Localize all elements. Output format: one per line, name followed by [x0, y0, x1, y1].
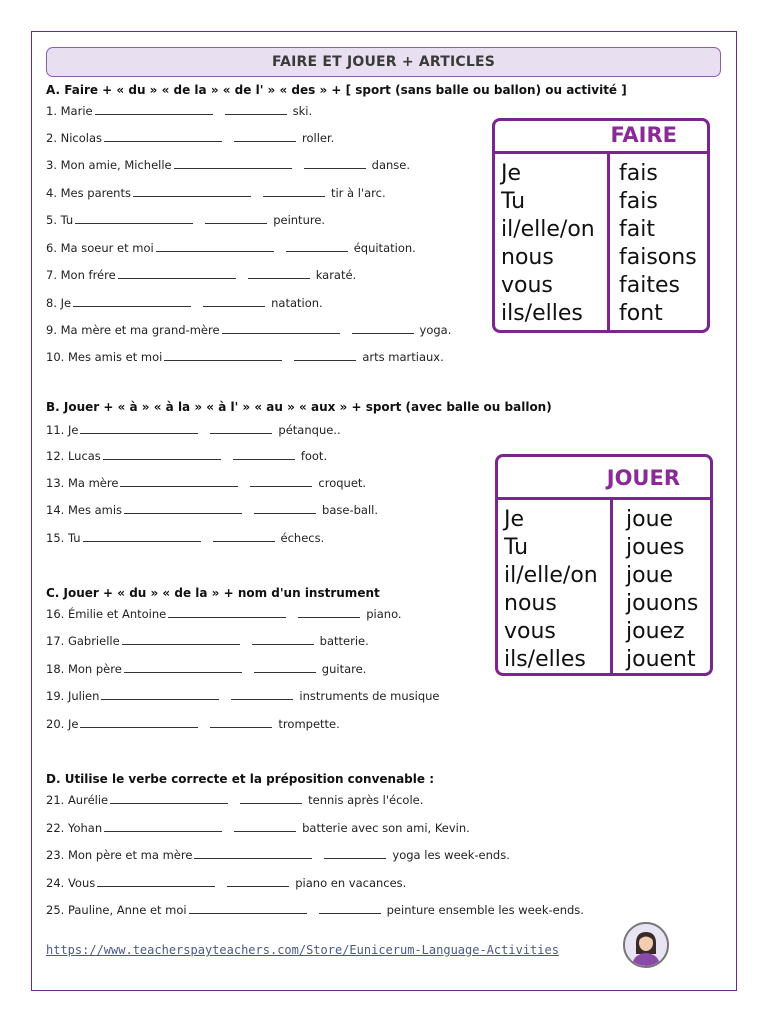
exercise-ending: peinture ensemble les week-ends. — [386, 903, 584, 917]
article-blank[interactable] — [234, 821, 296, 832]
exercise-24 — [46, 876, 406, 890]
verb-blank[interactable] — [118, 268, 236, 279]
exercise-21 — [46, 793, 423, 807]
jouer-form: jouons — [626, 591, 699, 616]
faire-box-title: FAIRE — [610, 123, 677, 147]
jouer-pronoun: ils/elles — [504, 647, 586, 672]
jouer-pronoun: Tu — [504, 535, 529, 560]
exercise-subject: 2. Nicolas — [46, 131, 103, 145]
exercise-ending: équitation. — [353, 241, 416, 255]
jouer-box-title: JOUER — [606, 466, 680, 490]
exercise-subject: 14. Mes amis — [46, 503, 123, 517]
exercise-ending: instruments de musique — [299, 689, 440, 703]
verb-blank[interactable] — [156, 241, 274, 252]
section-c-heading: C. Jouer + « du » « de la » + nom d'un instrument — [46, 586, 380, 600]
verb-blank[interactable] — [168, 607, 286, 618]
exercise-subject: 11. Je — [46, 423, 79, 437]
exercise-ending: trompette. — [278, 717, 340, 731]
exercise-16 — [46, 607, 402, 621]
article-blank[interactable] — [254, 662, 316, 673]
exercise-ending: échecs. — [280, 531, 325, 545]
exercise-subject: 17. Gabrielle — [46, 634, 120, 648]
exercise-subject: 1. Marie — [46, 104, 93, 118]
faire-pronouns — [501, 160, 595, 328]
jouer-conjugation-box — [495, 454, 713, 676]
exercise-subject: 13. Ma mère — [46, 476, 119, 490]
jouer-pronouns — [504, 506, 598, 674]
exercise-ending: roller. — [302, 131, 335, 145]
exercise-23 — [46, 848, 510, 862]
article-blank[interactable] — [252, 634, 314, 645]
article-blank[interactable] — [352, 323, 414, 334]
article-blank[interactable] — [250, 476, 312, 487]
faire-form: faisons — [619, 245, 697, 270]
exercise-ending: pétanque.. — [278, 423, 341, 437]
verb-blank[interactable] — [73, 296, 191, 307]
jouer-form: jouez — [626, 619, 685, 644]
article-blank[interactable] — [304, 158, 366, 169]
faire-pronoun: ils/elles — [501, 301, 583, 326]
exercise-ending: yoga. — [419, 323, 452, 337]
exercise-subject: 9. Ma mère et ma grand-mère — [46, 323, 220, 337]
exercise-13 — [46, 476, 366, 490]
jouer-form: joue — [626, 563, 674, 588]
verb-blank[interactable] — [101, 689, 219, 700]
faire-pronoun: il/elle/on — [501, 217, 595, 242]
article-blank[interactable] — [286, 241, 348, 252]
exercise-20 — [46, 717, 340, 731]
exercise-ending: guitare. — [321, 662, 367, 676]
exercise-subject: 24. Vous — [46, 876, 96, 890]
article-blank[interactable] — [298, 607, 360, 618]
faire-forms — [619, 160, 697, 328]
exercise-ending: croquet. — [318, 476, 367, 490]
exercise-subject: 7. Mon frére — [46, 268, 116, 282]
faire-form: fais — [619, 161, 658, 186]
article-blank[interactable] — [205, 213, 267, 224]
verb-blank[interactable] — [189, 903, 307, 914]
jouer-form: joues — [626, 535, 685, 560]
exercise-ending: karaté. — [315, 268, 357, 282]
verb-blank[interactable] — [83, 531, 201, 542]
exercise-ending: base-ball. — [322, 503, 378, 517]
exercise-subject: 10. Mes amis et moi — [46, 350, 163, 364]
exercise-ending: peinture. — [273, 213, 326, 227]
jouer-pronoun: il/elle/on — [504, 563, 598, 588]
verb-blank[interactable] — [194, 848, 312, 859]
store-link[interactable]: https://www.teacherspayteachers.com/Store/Eunicerum-Language-Activities — [46, 943, 559, 957]
section-d-heading: D. Utilise le verbe correcte et la préposition convenable : — [46, 772, 435, 786]
exercise-5 — [46, 213, 325, 227]
exercise-ending: batterie. — [319, 634, 369, 648]
section-a-heading: A. Faire + « du » « de la » « de l' » « des » + [ sport (sans balle ou ballon) ou activité ] — [46, 83, 627, 97]
verb-blank[interactable] — [95, 104, 213, 115]
verb-blank[interactable] — [133, 186, 251, 197]
article-blank[interactable] — [319, 903, 381, 914]
exercise-25 — [46, 903, 584, 917]
jouer-pronoun: nous — [504, 591, 557, 616]
article-blank[interactable] — [225, 104, 287, 115]
exercise-17 — [46, 634, 369, 648]
article-blank[interactable] — [254, 503, 316, 514]
exercise-ending: piano. — [366, 607, 402, 621]
faire-pronoun: Tu — [501, 189, 526, 214]
teacher-avatar-icon — [623, 922, 669, 968]
exercise-4 — [46, 186, 386, 200]
exercise-subject: 8. Je — [46, 296, 72, 310]
exercise-1 — [46, 104, 312, 118]
article-blank[interactable] — [248, 268, 310, 279]
article-blank[interactable] — [203, 296, 265, 307]
exercise-3 — [46, 158, 410, 172]
verb-blank[interactable] — [124, 503, 242, 514]
exercise-9 — [46, 323, 451, 337]
article-blank[interactable] — [210, 423, 272, 434]
exercise-subject: 15. Tu — [46, 531, 81, 545]
article-blank[interactable] — [294, 350, 356, 361]
article-blank[interactable] — [263, 186, 325, 197]
exercise-18 — [46, 662, 366, 676]
exercise-ending: piano en vacances. — [295, 876, 407, 890]
exercise-15 — [46, 531, 324, 545]
exercise-ending: arts martiaux. — [362, 350, 444, 364]
jouer-pronoun: Je — [504, 507, 525, 532]
article-blank[interactable] — [324, 848, 386, 859]
exercise-8 — [46, 296, 323, 310]
jouer-form: joue — [626, 507, 674, 532]
exercise-subject: 6. Ma soeur et moi — [46, 241, 154, 255]
exercise-ending: tir à l'arc. — [330, 186, 386, 200]
exercise-subject: 22. Yohan — [46, 821, 103, 835]
exercise-subject: 3. Mon amie, Michelle — [46, 158, 172, 172]
exercise-ending: ski. — [292, 104, 313, 118]
exercise-subject: 18. Mon père — [46, 662, 122, 676]
exercise-ending: batterie avec son ami, Kevin. — [302, 821, 470, 835]
faire-conjugation-box — [492, 118, 710, 333]
exercise-subject: 5. Tu — [46, 213, 74, 227]
article-blank[interactable] — [227, 876, 289, 887]
exercise-19 — [46, 689, 440, 703]
jouer-pronoun: vous — [504, 619, 556, 644]
exercise-subject: 20. Je — [46, 717, 79, 731]
exercise-subject: 21. Aurélie — [46, 793, 109, 807]
faire-pronoun: nous — [501, 245, 554, 270]
exercise-subject: 4. Mes parents — [46, 186, 131, 200]
exercise-10 — [46, 350, 444, 364]
faire-form: fais — [619, 189, 658, 214]
exercise-6 — [46, 241, 416, 255]
article-blank[interactable] — [231, 689, 293, 700]
exercise-subject: 19. Julien — [46, 689, 100, 703]
article-blank[interactable] — [240, 793, 302, 804]
exercise-ending: yoga les week-ends. — [392, 848, 510, 862]
article-blank[interactable] — [213, 531, 275, 542]
exercise-2 — [46, 131, 334, 145]
verb-blank[interactable] — [80, 423, 198, 434]
article-blank[interactable] — [234, 131, 296, 142]
exercise-ending: tennis après l'école. — [308, 793, 424, 807]
verb-blank[interactable] — [124, 662, 242, 673]
exercise-subject: 12. Lucas — [46, 449, 101, 463]
faire-pronoun: Je — [501, 161, 522, 186]
faire-pronoun: vous — [501, 273, 553, 298]
exercise-11 — [46, 423, 341, 437]
jouer-forms — [626, 506, 698, 674]
exercise-7 — [46, 268, 356, 282]
verb-blank[interactable] — [97, 876, 215, 887]
exercise-subject: 25. Pauline, Anne et moi — [46, 903, 187, 917]
exercise-12 — [46, 449, 327, 463]
exercise-ending: danse. — [371, 158, 410, 172]
exercise-ending: natation. — [271, 296, 323, 310]
worksheet-title: FAIRE ET JOUER + ARTICLES — [46, 47, 721, 77]
section-b-heading: B. Jouer + « à » « à la » « à l' » « au » « aux » + sport (avec balle ou ballon) — [46, 400, 552, 414]
article-blank[interactable] — [210, 717, 272, 728]
exercise-subject: 16. Émilie et Antoine — [46, 607, 167, 621]
faire-form: faites — [619, 273, 680, 298]
verb-blank[interactable] — [222, 323, 340, 334]
faire-form: font — [619, 301, 663, 326]
verb-blank[interactable] — [75, 213, 193, 224]
verb-blank[interactable] — [174, 158, 292, 169]
verb-blank[interactable] — [104, 131, 222, 142]
verb-blank[interactable] — [164, 350, 282, 361]
jouer-form: jouent — [626, 647, 696, 672]
exercise-ending: foot. — [300, 449, 328, 463]
exercise-14 — [46, 503, 378, 517]
verb-blank[interactable] — [120, 476, 238, 487]
verb-blank[interactable] — [110, 793, 228, 804]
exercise-22 — [46, 821, 470, 835]
faire-form: fait — [619, 217, 655, 242]
verb-blank[interactable] — [80, 717, 198, 728]
verb-blank[interactable] — [103, 449, 221, 460]
article-blank[interactable] — [233, 449, 295, 460]
verb-blank[interactable] — [122, 634, 240, 645]
verb-blank[interactable] — [104, 821, 222, 832]
exercise-subject: 23. Mon père et ma mère — [46, 848, 193, 862]
